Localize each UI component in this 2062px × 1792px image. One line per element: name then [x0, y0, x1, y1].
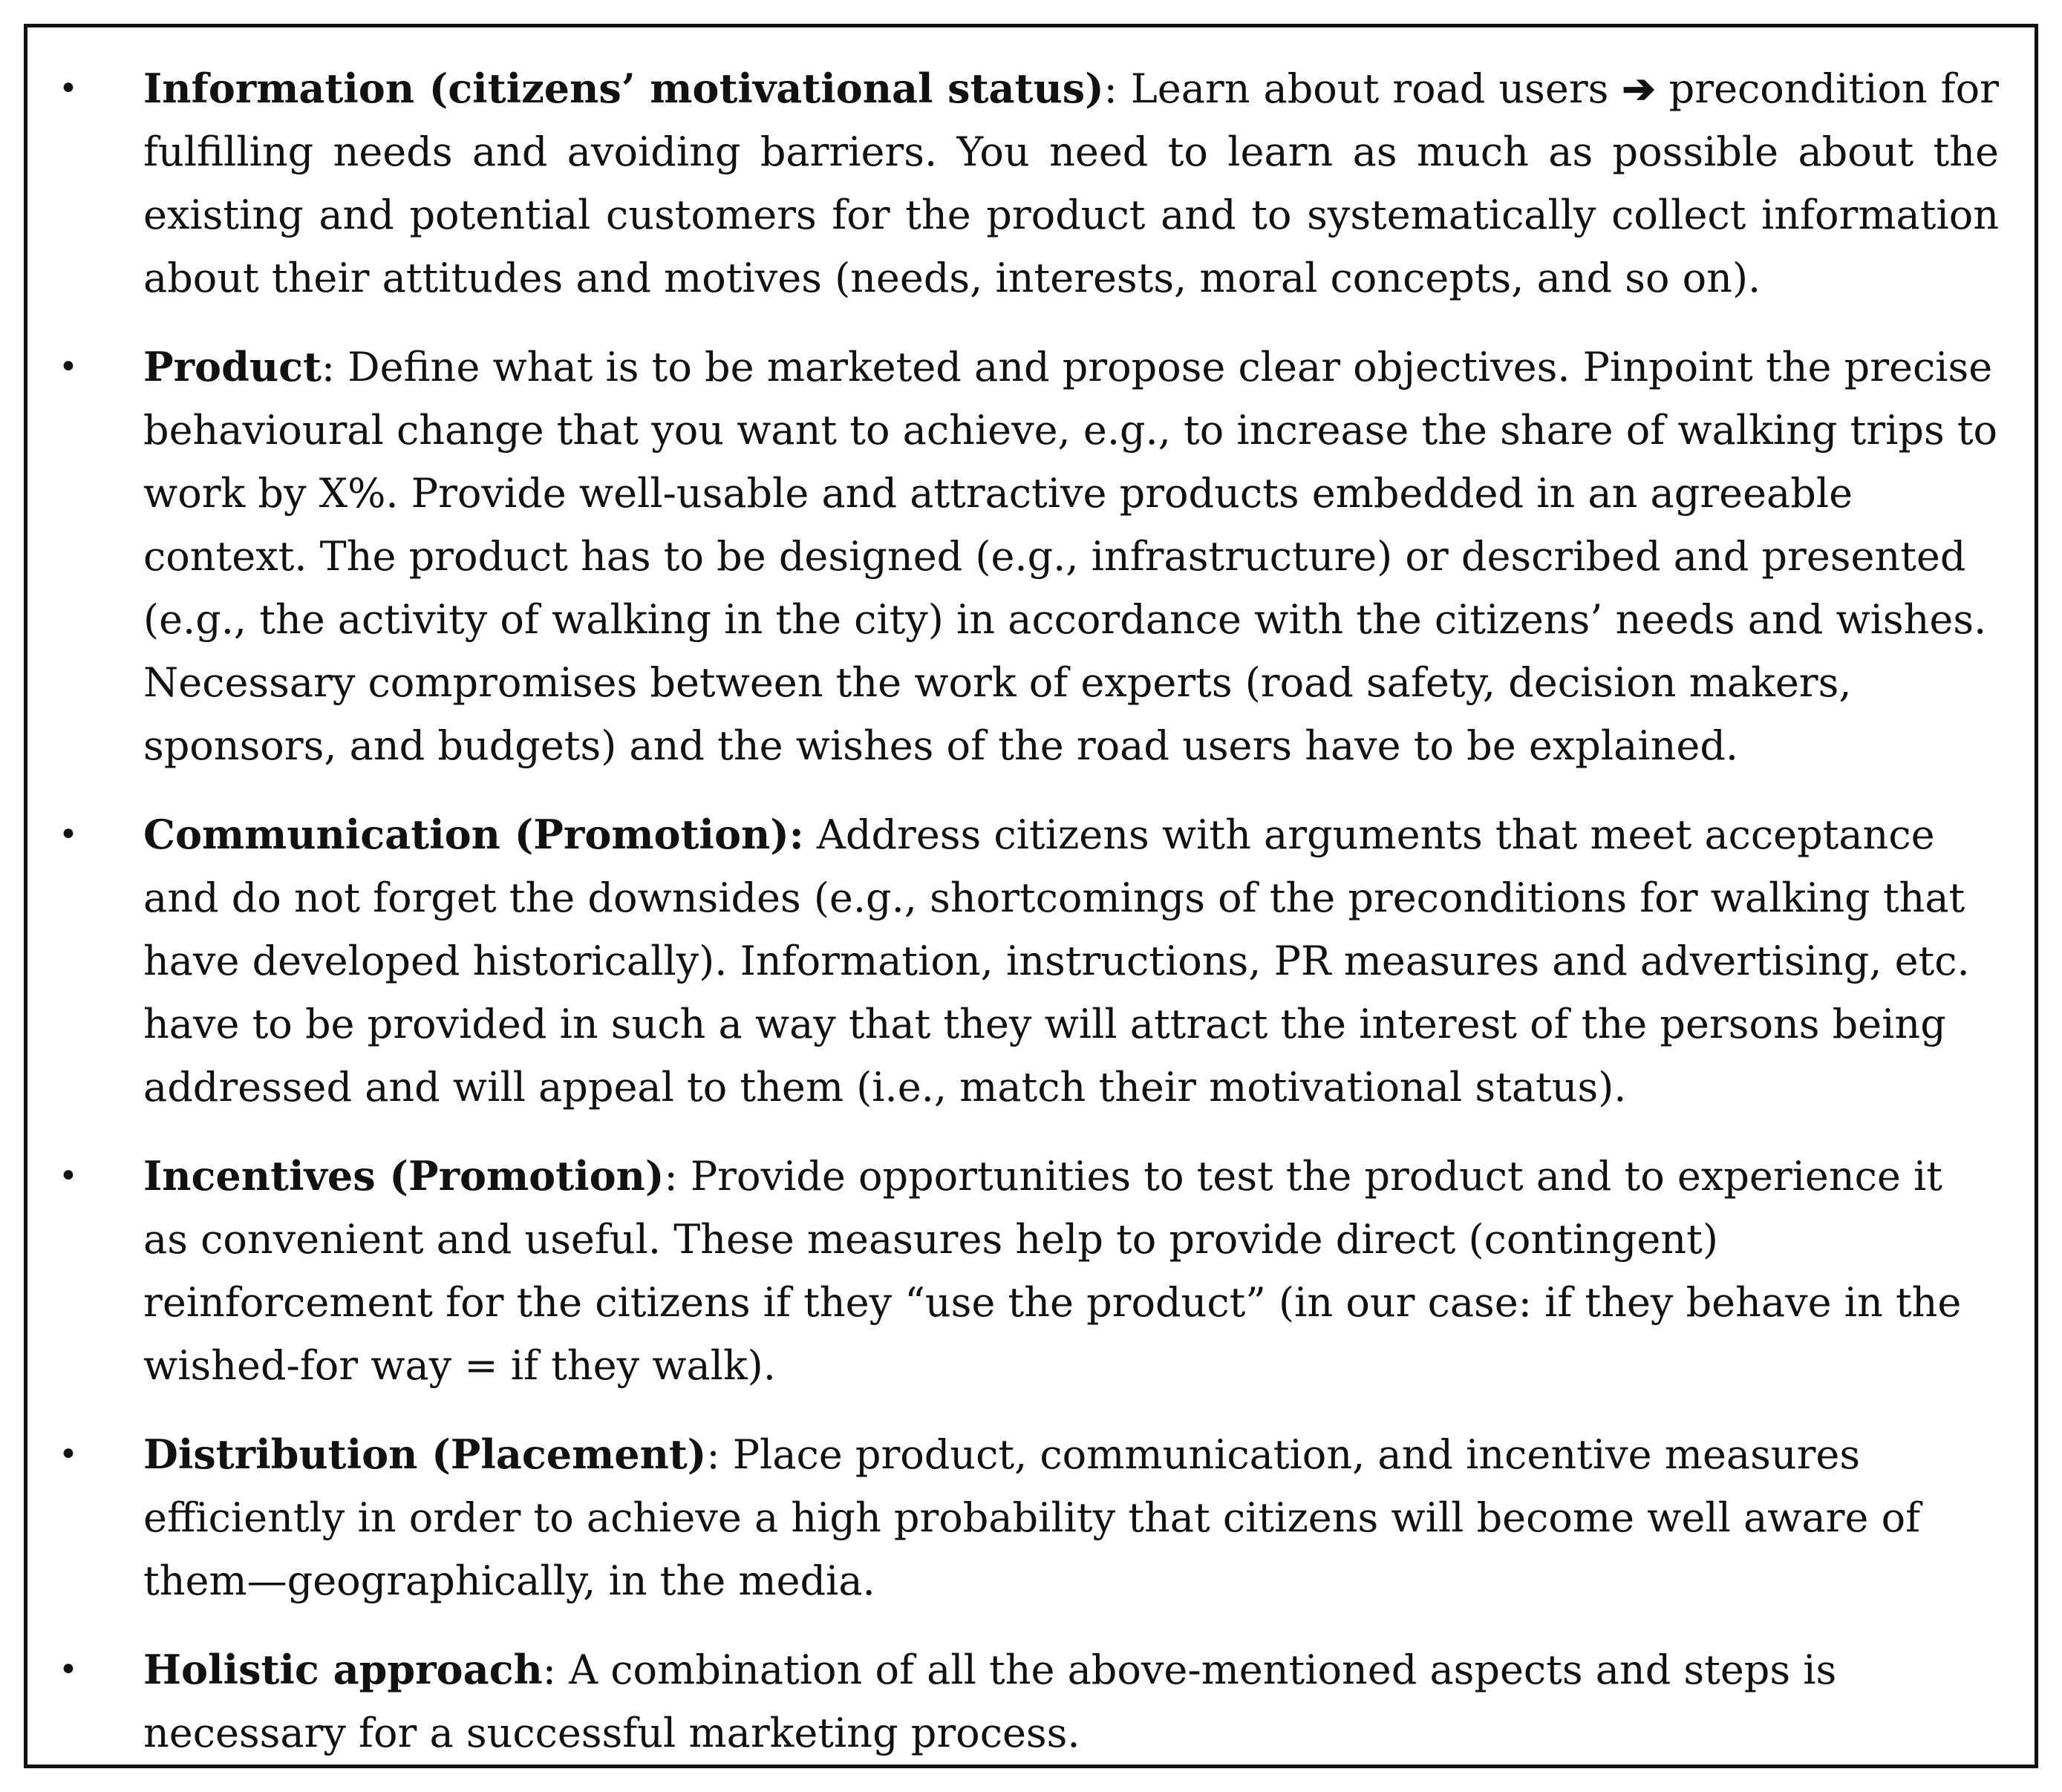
item-term: Product [143, 343, 322, 390]
list-item-product [27, 336, 2035, 777]
bullet-marker: • [59, 70, 78, 108]
item-text: Address citizens with arguments that meet acceptance and do not forget the downsides (e.g., shortcomings of the preconditions for walking that have developed historically). Information, instructions, PR measures and advertising, etc. have to be provided in such a way that they will attract the interest of the persons being addressed and will appeal to them (i.e., match their motivational status). [143, 811, 1970, 1111]
item-separator: : [664, 1153, 678, 1200]
bullet-marker: • [59, 816, 78, 854]
list-item-incentives [27, 1145, 2035, 1397]
item-separator: : [542, 1647, 556, 1693]
item-text: A combination of all the above-mentioned aspects and steps is necessary for a successful marketing process. [143, 1647, 1837, 1756]
bullet-marker: • [59, 1651, 78, 1689]
item-text: precondition for fulfilling needs and avoiding barriers. You need to learn as much as possible about the existing and potential customers for the product and to systematically collect information about their attitudes and motives (needs, interests, moral concepts, and so on). [143, 65, 1999, 301]
text-box [24, 24, 2038, 1768]
list-item-information [27, 57, 2035, 310]
item-term: Communication (Promotion): [143, 811, 804, 858]
item-separator: : [706, 1431, 720, 1478]
item-term: Holistic approach [143, 1646, 543, 1693]
item-term: Distribution (Placement) [143, 1430, 707, 1478]
item-text: Learn about road users [1117, 65, 1622, 112]
list-item-communication [27, 803, 2035, 1119]
bullet-marker: • [59, 348, 78, 386]
item-separator: : [1103, 65, 1118, 112]
item-text: Define what is to be marketed and propose clear objectives. Pinpoint the precise behavioural change that you want to achieve, e.g., to increase the share of walking trips to work by X%. Provide well-usable and attractive products embedded in an agreeable context. The product has to be designed (e.g., infrastructure) or described and presented (e.g., the activity of walking in the city) in accordance with the citizens’ needs and wishes. Necessary compromises between the work of experts (road safety, decision makers, sponsors, and budgets) and the wishes of the road users have to be explained. [143, 344, 1998, 769]
bullet-marker: • [59, 1436, 78, 1474]
arrow-icon: ➔ [1622, 65, 1656, 112]
item-separator: : [321, 344, 336, 390]
item-text: Place product, communication, and incentive measures efficiently in order to achieve a high probability that citizens will become well aware of them—geographically, in the media. [143, 1431, 1921, 1604]
list-item-distribution [27, 1423, 2035, 1612]
list-item-holistic [27, 1638, 2035, 1765]
item-text: Provide opportunities to test the product and to experience it as convenient and useful. These measures help to provide direct (contingent) reinforcement for the citizens if they “use the product” (in our case: if they behave in the wished-for way = if they walk). [143, 1153, 1962, 1389]
item-term: Information (citizens’ motivational status) [143, 65, 1104, 112]
item-term: Incentives (Promotion) [143, 1152, 665, 1200]
bullet-list [27, 57, 2035, 1791]
bullet-marker: • [59, 1157, 78, 1195]
